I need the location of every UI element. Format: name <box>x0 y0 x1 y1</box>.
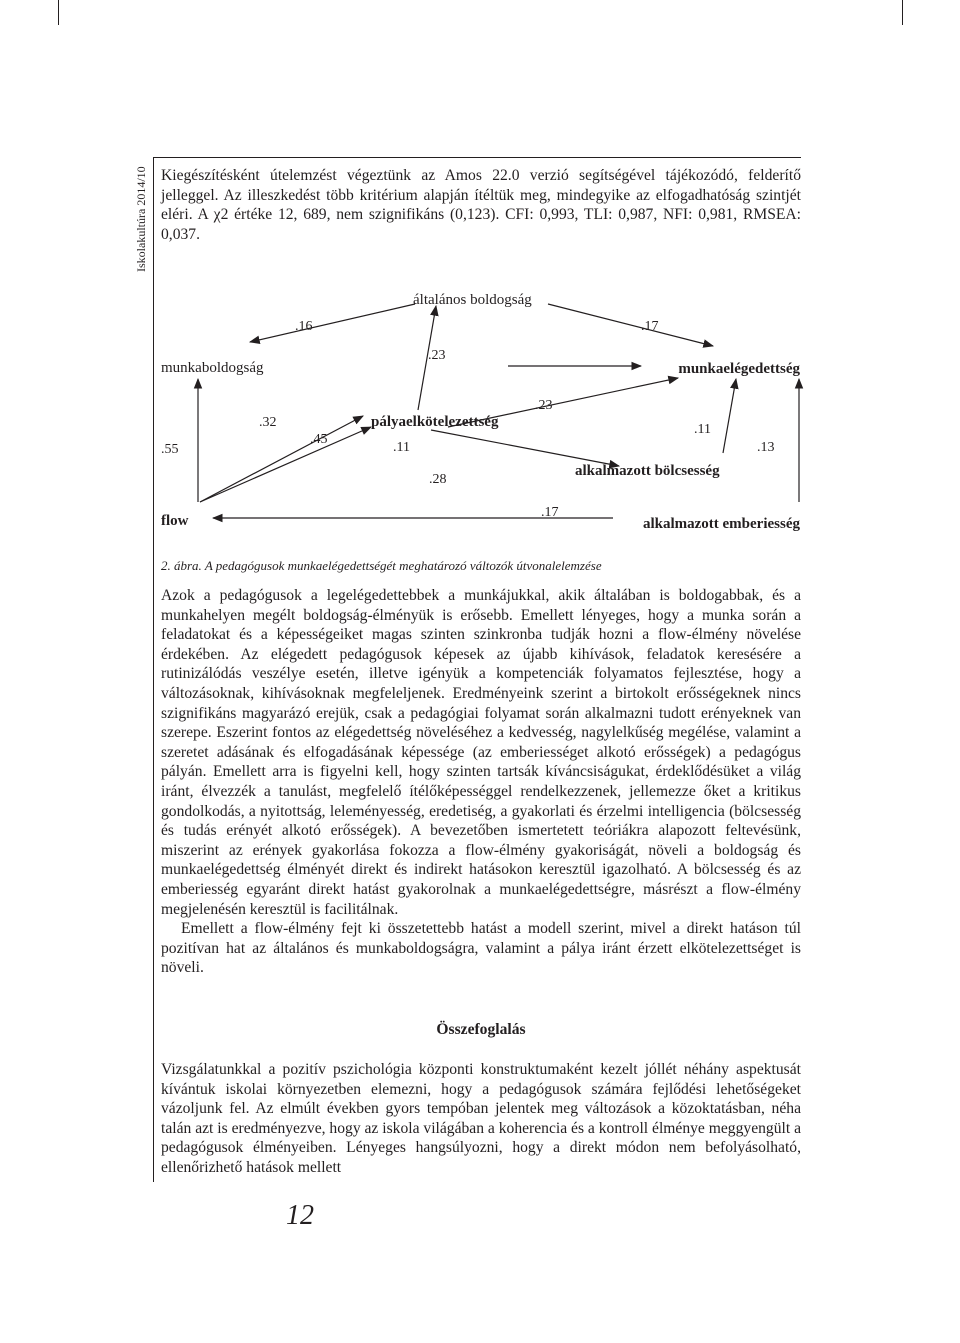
body-paragraph: Azok a pedagógusok a legelégedettebbek a munkájukkal, akik általában is boldogabbak, és a munkahelyen megélt boldogság-élményük is erősebb. Emellett lényeges, hogy a munka során a feladatokat és a képességeiket magas szinten szinkronba tudják hozni a flow-élmény növelése érdekében. Az elégedett pedagógusok képesek az újabb kihívások, feladatok keresésére a rutinizálódás veszélye esetén, illetve igényük a kompetenciák folyamatos fejlesztése, hogy a változásoknak, kihívásoknak megfeleljenek. Eredményeink szerint a birtokolt erősségeknek nincs szignifikáns magyarázó erejük, csak a pedagógiai folyamat során alkalmazni tudott erényeknek van szerepe. Eszerint fontos az elégedettség növeléséhez a kedvesség, nagylelkűség megélése, valamint a szeretet adásának és elfogadásának képessége (az emberiességet alkotó erősségek) a pedagógus pályán. Emellett arra is figyelni kell, hogy szinten tartsák kíváncsiságukat, érdeklődésüket a világ iránt, élvezzék a tanulást, megfelelő ítélőképességgel rendelkezzenek, jellemezze őket a kritikus gondolkodás, a nyitottság, leleményesség, eredetiség, a gyakorlati és érzelmi intelligencia (bölcsesség és tudás erényét alkotó erősségek). A bevezetőben ismertetett teóriákra alapozott feltevésünk, miszerint az erények gyakorlása fokozza a flow-élmény gyakoriságát, növeli a boldogság és munkaelégedettség élményét direkt és indirekt hatásokon keresztül igazolható. A bölcsesség és az emberiesség egyaránt direkt hatást gyakorolnak a munkaelégedettségre, másrészt a flow-élmény megjelenésén keresztül is facilitálnak. <box>161 587 801 918</box>
margin-rule-horizontal <box>153 157 801 158</box>
running-head: Iskolakultúra 2014/10 <box>134 166 148 272</box>
coef-munkaboldogsag-altalanos: .16 <box>295 319 313 334</box>
body-paragraph: Emellett a flow-élmény fejt ki összetettebb hatást a modell szerint, mivel a direkt hatáson túl pozitívan hat az általános és munkaboldogságra, valamint a pálya iránt érzett elkötelezettséget is növeli. <box>161 920 801 977</box>
node-munkaelegedettseg: munkaelégedettség <box>678 361 800 377</box>
figure-caption: 2. ábra. A pedagógusok munkaelégedettségét meghatározó változók útvonalelemzése <box>161 558 602 573</box>
coef-flow-munkaboldogsag: .55 <box>161 442 179 457</box>
section-heading: Összefoglalás <box>436 1021 526 1038</box>
path-flow-palya-b <box>200 427 371 502</box>
summary-paragraph: Vizsgálatunkkal a pozitív pszichológia központi konstruktumaként kezelt jóllét néhány aspektusát kívántuk iskolai környezetben elemezni, hogy a pedagógusok számára fejlődési lehetőségeket vázoljunk fel. Az elmúlt években gyors tempóban jelentek meg változások a közoktatásban, néha talán azt is eredményezve, hogy az iskola világában a koherencia és a kontroll élménye meggyengült a pedagógusok élményeiben. Lényeges hangsúlyozni, hogy a direkt módon nem befolyásolható, ellenőrizhető hatások mellett <box>161 1061 801 1176</box>
node-palyaelkotelezettseg: pályaelkötelezettség <box>371 414 499 430</box>
coef-palya-bolcsesseg: .11 <box>393 440 410 455</box>
intro-section <box>161 166 801 244</box>
node-altalanos-boldogsag: általános boldogság <box>413 292 532 308</box>
path-palya-bolcsesseg <box>431 430 619 466</box>
node-alkalmazott-emberiesseg: alkalmazott emberiesség <box>642 516 800 532</box>
coef-emberiesseg-munkaelegedettseg: .13 <box>757 440 775 455</box>
coef-flow-bolcsesseg: .28 <box>429 472 447 487</box>
path-flow-palya-a <box>200 416 363 502</box>
coef-flow-palya-b: .45 <box>310 432 328 447</box>
path-munkaboldogsag-altalanos <box>250 304 415 342</box>
node-flow: flow <box>161 513 189 529</box>
crop-mark <box>58 0 59 25</box>
coef-bolcsesseg-munkaelegedettseg: .11 <box>694 422 711 437</box>
coef-altalanos-munkaelegedettseg: .17 <box>641 319 659 334</box>
summary-section <box>161 1060 801 1178</box>
node-munkaboldogsag: munkaboldogság <box>161 360 264 376</box>
intro-paragraph: Kiegészítésként útelemzést végeztünk az Amos 22.0 verzió segítségével tájékozódó, felderítő jelleggel. Az illeszkedést több kritérium alapján ítéltük meg, mindegyike az elfogadhatóság szintjét eléri. A χ2 értéke 12, 689, nem szignifikáns (0,123). CFI: 0,993, TLI: 0,987, NFI: 0,981, RMSEA: 0,037. <box>161 167 801 243</box>
coef-flow-palya-a: .32 <box>259 415 277 430</box>
body-section <box>161 586 801 978</box>
coef-palya-altalanos: .23 <box>428 348 446 363</box>
path-bolcsesseg-munkaelegedettseg <box>723 379 736 453</box>
coef-flow-munkaelegedettseg: .23 <box>535 398 553 413</box>
node-alkalmazott-bolcsesseg: alkalmazott bölcsesség <box>575 463 720 479</box>
crop-mark <box>902 0 903 25</box>
path-altalanos-munkaelegedettseg <box>548 304 713 346</box>
coef-emberiesseg-flow: .17 <box>541 505 559 520</box>
page-number: 12 <box>286 1200 314 1231</box>
path-diagram <box>153 280 813 540</box>
